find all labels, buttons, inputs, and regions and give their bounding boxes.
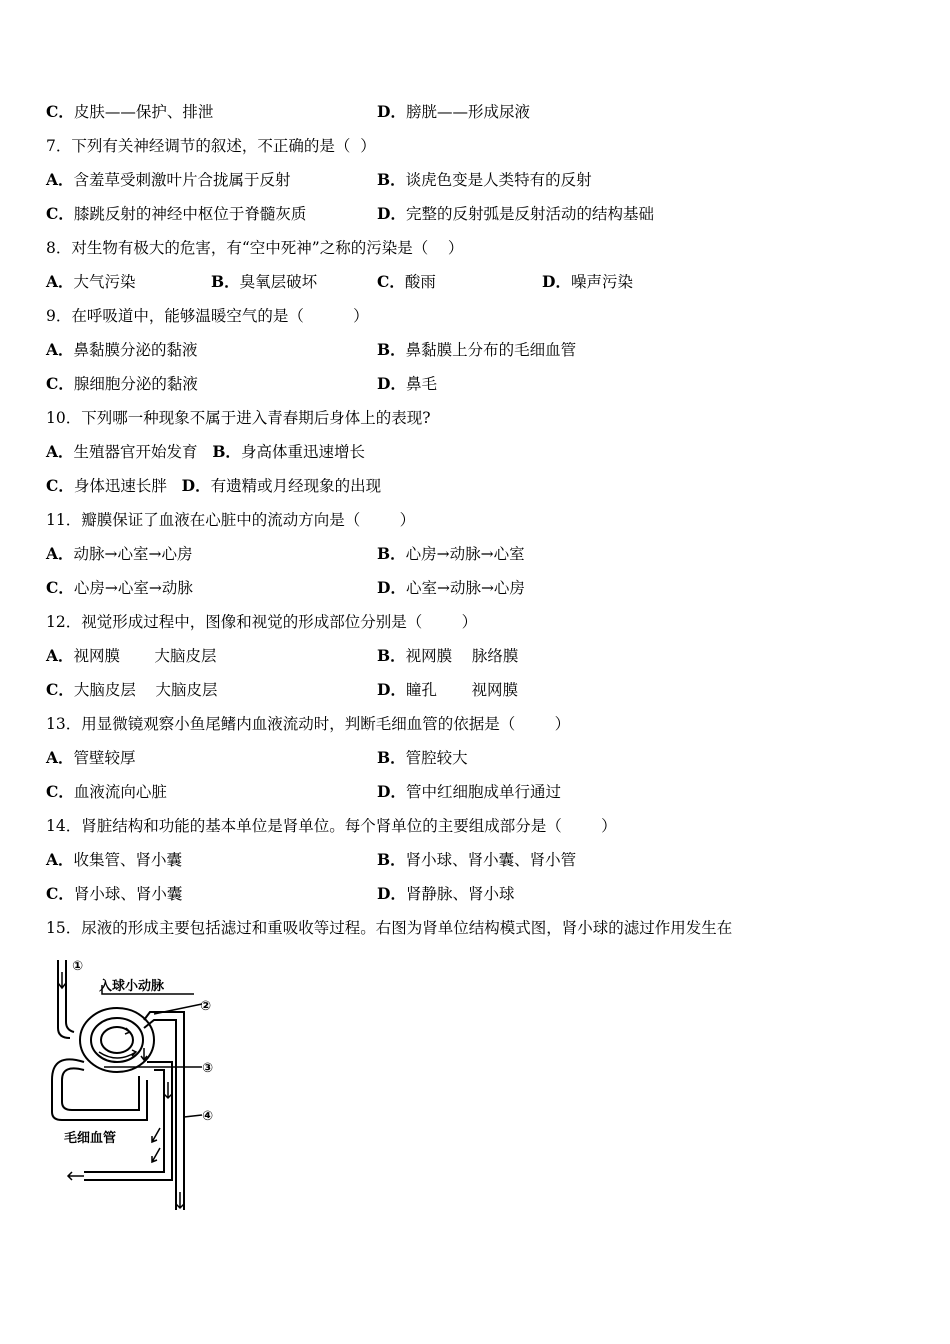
flow-arrow-7 bbox=[176, 1192, 184, 1208]
option-letter: C． bbox=[46, 102, 74, 121]
flow-arrow-6 bbox=[68, 1172, 84, 1180]
question-text: 14．肾脏结构和功能的基本单位是肾单位。每个肾单位的主要组成部分是（ ） bbox=[46, 817, 617, 835]
option-text: 膀胱——形成尿液 bbox=[405, 103, 530, 121]
option-text: 鼻毛 bbox=[405, 375, 437, 393]
option-letter: B． bbox=[377, 340, 406, 359]
option-line bbox=[377, 544, 525, 564]
option-letter: D． bbox=[181, 476, 211, 495]
option-letter: D． bbox=[377, 374, 406, 393]
option-text: 完整的反射弧是反射活动的结构基础 bbox=[405, 205, 654, 223]
option-letter: A． bbox=[46, 170, 74, 189]
reabsorb-arrow-1 bbox=[152, 1128, 160, 1142]
option-text: 生殖器官开始发育 bbox=[73, 443, 213, 461]
option-line bbox=[46, 680, 218, 700]
question-text: 8．对生物有极大的危害，有“空中死神”之称的污染是（ ） bbox=[46, 239, 464, 257]
option-letter: B． bbox=[377, 850, 406, 869]
option-line bbox=[46, 782, 167, 802]
option-text: 管壁较厚 bbox=[73, 749, 136, 767]
question-text: 15．尿液的形成主要包括滤过和重吸收等过程。右图为肾单位结构模式图，肾小球的滤过作用发生在 bbox=[46, 919, 733, 937]
option-line bbox=[377, 170, 592, 190]
option-line bbox=[46, 272, 136, 292]
option-letter: C． bbox=[46, 680, 74, 699]
option-letter: D． bbox=[377, 680, 406, 699]
option-letter: B． bbox=[377, 170, 406, 189]
option-text: 膝跳反射的神经中枢位于脊髓灰质 bbox=[73, 205, 307, 223]
flow-arrow-3 bbox=[99, 1050, 136, 1058]
leader-4 bbox=[184, 1115, 202, 1117]
option-text: 大脑皮层 大脑皮层 bbox=[73, 681, 218, 699]
flow-arrow-2 bbox=[104, 1027, 130, 1034]
option-text: 心房→心室→动脉 bbox=[73, 579, 193, 597]
option-text: 血液流向心脏 bbox=[73, 783, 167, 801]
tubule-inner bbox=[62, 1068, 139, 1110]
option-letter: A． bbox=[46, 748, 74, 767]
flow-arrow-4 bbox=[141, 1048, 147, 1060]
option-letter: B． bbox=[377, 748, 406, 767]
option-text: 酸雨 bbox=[404, 273, 436, 291]
option-text: 皮肤——保护、排泄 bbox=[73, 103, 214, 121]
option-line bbox=[46, 748, 136, 768]
label-2: ② bbox=[200, 999, 212, 1014]
option-text: 谈虎色变是人类特有的反射 bbox=[405, 171, 592, 189]
option-text: 收集管、肾小囊 bbox=[73, 851, 183, 869]
option-letter: A． bbox=[46, 850, 74, 869]
option-letter: C． bbox=[46, 204, 74, 223]
option-line bbox=[377, 884, 514, 904]
option-text: 管腔较大 bbox=[405, 749, 468, 767]
option-letter: D． bbox=[377, 102, 406, 121]
option-letter: A． bbox=[46, 340, 74, 359]
option-letter: B． bbox=[377, 646, 406, 665]
nephron-diagram-svg bbox=[44, 952, 229, 1217]
option-letter: B． bbox=[212, 442, 241, 461]
option-letter: D． bbox=[377, 884, 406, 903]
reabsorb-arrow-2 bbox=[152, 1148, 160, 1162]
option-letter: A． bbox=[46, 442, 74, 461]
option-line bbox=[46, 204, 306, 224]
option-text: 动脉→心室→心房 bbox=[73, 545, 193, 563]
label-afferent-arteriole: 入球小动脉 bbox=[99, 979, 165, 994]
label-4: ④ bbox=[202, 1109, 214, 1124]
option-text: 身体迅速长胖 bbox=[73, 477, 182, 495]
option-letter: D． bbox=[377, 204, 406, 223]
option-line bbox=[211, 272, 317, 292]
question-text: 7．下列有关神经调节的叙述，不正确的是（ ） bbox=[46, 137, 376, 155]
option-line bbox=[377, 204, 654, 224]
option-line bbox=[377, 374, 437, 394]
option-text: 大气污染 bbox=[73, 273, 136, 291]
option-text: 噪声污染 bbox=[570, 273, 633, 291]
option-letter: B． bbox=[211, 272, 240, 291]
option-letter: A． bbox=[46, 646, 74, 665]
question-text: 10．下列哪一种现象不属于进入青春期后身体上的表现? bbox=[46, 409, 431, 427]
option-line bbox=[46, 340, 198, 360]
option-line bbox=[46, 578, 193, 598]
option-line bbox=[377, 340, 576, 360]
label-capillary: 毛细血管 bbox=[64, 1131, 117, 1146]
option-line bbox=[46, 884, 182, 904]
option-letter: C． bbox=[377, 272, 405, 291]
option-text: 含羞草受刺激叶片合拢属于反射 bbox=[73, 171, 291, 189]
option-letter: A． bbox=[46, 544, 74, 563]
option-line bbox=[377, 748, 468, 768]
option-letter: C． bbox=[46, 578, 74, 597]
question-text: 13．用显微镜观察小鱼尾鳍内血液流动时，判断毛细血管的依据是（ ） bbox=[46, 715, 571, 733]
option-letter: C． bbox=[46, 374, 74, 393]
option-text: 鼻黏膜分泌的黏液 bbox=[73, 341, 198, 359]
option-letter: D． bbox=[377, 578, 406, 597]
option-text: 视网膜 脉络膜 bbox=[405, 647, 519, 665]
option-text: 肾小球、肾小囊、肾小管 bbox=[405, 851, 577, 869]
option-text: 肾小球、肾小囊 bbox=[73, 885, 183, 903]
nephron-diagram bbox=[44, 952, 229, 1217]
bowman-capsule-inner bbox=[91, 1018, 143, 1062]
option-text: 臭氧层破坏 bbox=[239, 273, 318, 291]
flow-arrow-5 bbox=[164, 1082, 172, 1098]
option-line bbox=[46, 544, 193, 564]
option-letter: D． bbox=[377, 782, 406, 801]
option-letter: C． bbox=[46, 884, 74, 903]
option-line bbox=[46, 442, 365, 462]
question-text: 9．在呼吸道中，能够温暖空气的是（ ） bbox=[46, 307, 369, 325]
option-text: 鼻黏膜上分布的毛细血管 bbox=[405, 341, 577, 359]
option-text: 有遗精或月经现象的出现 bbox=[210, 477, 382, 495]
option-text: 身高体重迅速增长 bbox=[240, 443, 365, 461]
option-letter: C． bbox=[46, 782, 74, 801]
option-text: 心室→动脉→心房 bbox=[405, 579, 525, 597]
option-letter: B． bbox=[377, 544, 406, 563]
option-line bbox=[377, 102, 530, 122]
label-1: ① bbox=[72, 959, 84, 974]
question-text: 11．瓣膜保证了血液在心脏中的流动方向是（ ） bbox=[46, 511, 416, 529]
option-text: 视网膜 大脑皮层 bbox=[73, 647, 217, 665]
option-letter: D． bbox=[542, 272, 571, 291]
option-line bbox=[377, 782, 561, 802]
option-line bbox=[46, 374, 198, 394]
option-line bbox=[377, 680, 518, 700]
option-line bbox=[377, 578, 525, 598]
option-line bbox=[377, 646, 518, 666]
option-letter: C． bbox=[46, 476, 74, 495]
label-3: ③ bbox=[202, 1061, 214, 1076]
option-text: 瞳孔 视网膜 bbox=[405, 681, 518, 699]
option-text: 管中红细胞成单行通过 bbox=[405, 783, 561, 801]
option-line bbox=[46, 476, 381, 496]
option-line bbox=[46, 646, 217, 666]
option-line bbox=[377, 850, 576, 870]
option-text: 腺细胞分泌的黏液 bbox=[73, 375, 198, 393]
option-line bbox=[377, 272, 436, 292]
option-line bbox=[46, 102, 213, 122]
option-text: 肾静脉、肾小球 bbox=[405, 885, 515, 903]
option-line bbox=[46, 850, 182, 870]
option-letter: A． bbox=[46, 272, 74, 291]
afferent-arteriole-outer bbox=[58, 960, 70, 1038]
option-line bbox=[542, 272, 633, 292]
flow-arrow-1 bbox=[58, 972, 66, 988]
option-text: 心房→动脉→心室 bbox=[405, 545, 525, 563]
question-text: 12．视觉形成过程中，图像和视觉的形成部位分别是（ ） bbox=[46, 613, 478, 631]
option-line bbox=[46, 170, 291, 190]
